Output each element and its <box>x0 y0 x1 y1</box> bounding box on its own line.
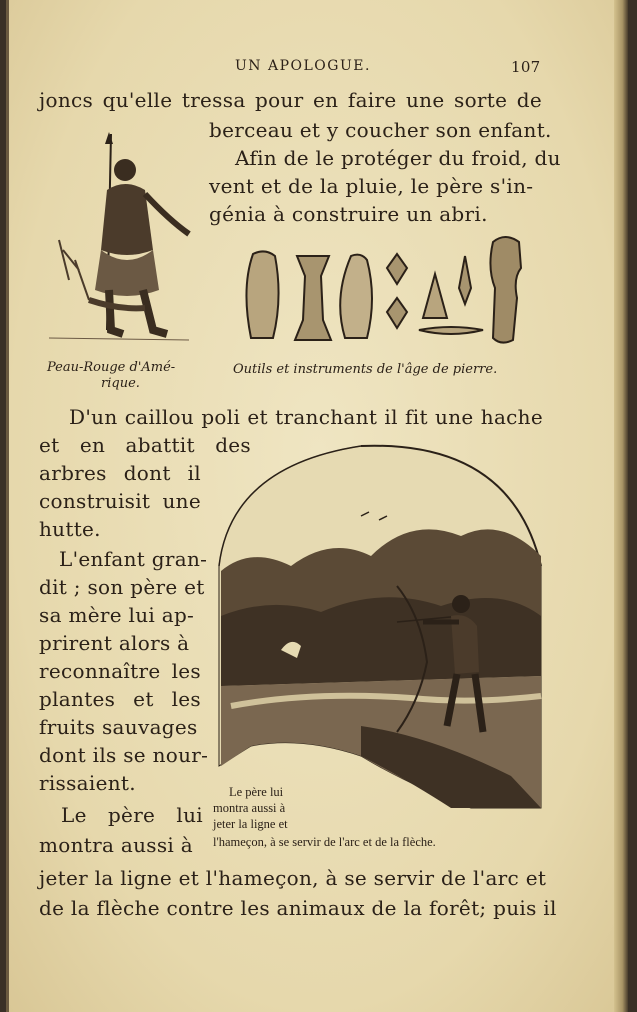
archer-caption: l'hameçon, à se servir de l'arc et de la flèche. <box>213 835 436 849</box>
warrior-caption: Peau-Rouge d'Amé- <box>47 360 176 375</box>
text-line: plantes et les <box>39 687 201 711</box>
archer-illustration <box>211 436 547 816</box>
text-line: vent et de la pluie, le père s'in- <box>209 174 534 198</box>
text-line: montra aussi à <box>39 833 193 857</box>
text-line: L'enfant gran- <box>59 547 208 571</box>
text-line: de la flèche contre les animaux de la forêt; puis il <box>39 896 557 920</box>
text-line: hutte. <box>39 517 101 541</box>
text-line: D'un caillou poli et tranchant il fit une hache <box>69 405 543 429</box>
text-line: fruits sauvages <box>39 715 198 739</box>
warrior-illustration <box>49 130 199 350</box>
warrior-caption: rique. <box>101 376 140 391</box>
stone-tools-illustration <box>237 228 537 358</box>
tools-caption: Outils et instruments de l'âge de pierre. <box>233 362 498 377</box>
archer-caption: Le père lui <box>229 785 284 799</box>
text-line: jeter la ligne et l'hameçon, à se servir de l'arc et <box>39 866 547 890</box>
text-line: prirent alors à <box>39 631 190 655</box>
text-line: Le père lui <box>61 803 203 827</box>
text-line: construisit une <box>39 489 201 513</box>
text-line: et en abattit des <box>39 433 251 457</box>
text-line: reconnaître les <box>39 659 201 683</box>
text-line: berceau et y coucher son enfant. <box>209 118 552 142</box>
text-line: arbres dont il <box>39 461 201 485</box>
text-line: sa mère lui ap- <box>39 603 195 627</box>
page-edge <box>614 0 628 1012</box>
text-line: Afin de le protéger du froid, du <box>235 146 561 170</box>
book-page <box>6 0 628 1012</box>
text-line: génia à construire un abri. <box>209 202 488 226</box>
archer-caption: montra aussi à <box>213 801 286 815</box>
text-line: rissaient. <box>39 771 136 795</box>
page-number: 107 <box>511 58 541 76</box>
text-line: joncs qu'elle tressa pour en faire une sorte de <box>39 88 542 112</box>
text-line: dit ; son père et <box>39 575 205 599</box>
text-line: dont ils se nour- <box>39 743 209 767</box>
running-title: UN APOLOGUE. <box>235 58 371 74</box>
archer-caption: jeter la ligne et <box>213 817 288 831</box>
